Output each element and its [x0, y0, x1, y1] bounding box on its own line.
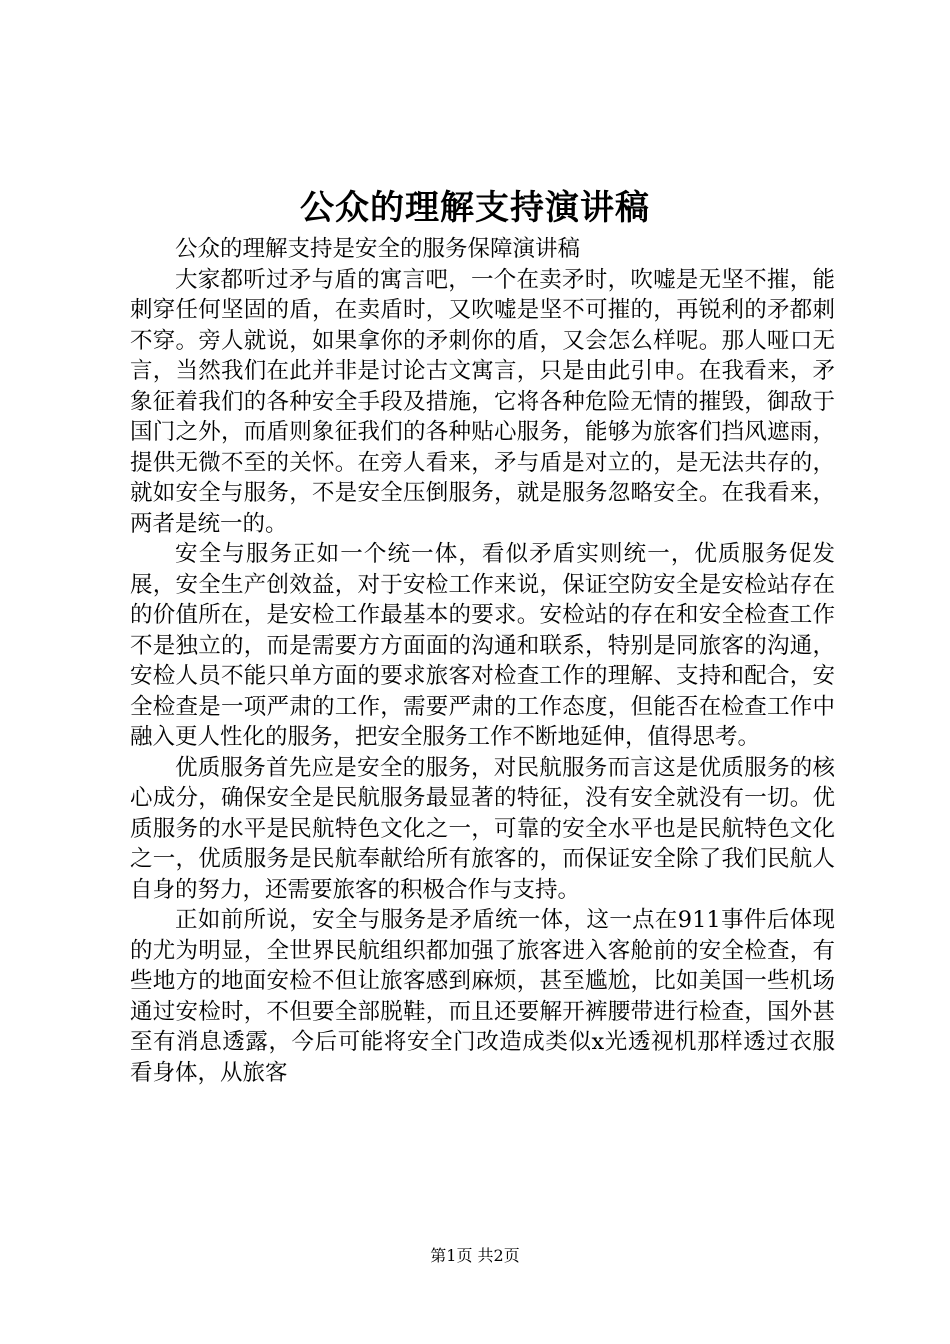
document-body	[130, 234, 835, 1088]
paragraph-subtitle: 公众的理解支持是安全的服务保障演讲稿	[175, 236, 581, 262]
page-footer: 第1页 共2页	[430, 1246, 520, 1265]
document-title: 公众的理解支持演讲稿	[300, 188, 650, 228]
paragraph: 优质服务首先应是安全的服务，对民航服务而言这是优质服务的核心成分，确保安全是民航服务最显著的特征，没有安全就没有一切。优质服务的水平是民航特色文化之一，可靠的安全水平也是民航特色文化之一，优质服务是民航奉献给所有旅客的，而保证安全除了我们民航人自身的努力，还需要旅客的积极合作与支持。	[130, 754, 835, 903]
paragraph: 大家都听过矛与盾的寓言吧，一个在卖矛时，吹嘘是无坚不摧，能刺穿任何坚固的盾，在卖盾时，又吹嘘是坚不可摧的，再锐利的矛都刺不穿。旁人就说，如果拿你的矛刺你的盾，又会怎么样呢。那人哑口无言，当然我们在此并非是讨论古文寓言，只是由此引申。在我看来，矛象征着我们的各种安全手段及措施，它将各种危险无情的摧毁，御敌于国门之外，而盾则象征我们的各种贴心服务，能够为旅客们挡风遮雨，提供无微不至的关怀。在旁人看来，矛与盾是对立的，是无法共存的，就如安全与服务，不是安全压倒服务，就是服务忽略安全。在我看来，两者是统一的。	[130, 266, 835, 537]
paragraph: 正如前所说，安全与服务是矛盾统一体，这一点在911事件后体现的尤为明显，全世界民航组织都加强了旅客进入客舱前的安全检查，有些地方的地面安检不但让旅客感到麻烦，甚至尴尬，比如美国一些机场通过安检时，不但要全部脱鞋，而且还要解开裤腰带进行检查，国外甚至有消息透露，今后可能将安全门改造成类似x光透视机那样透过衣服看身体，从旅客	[130, 907, 835, 1086]
paragraph: 安全与服务正如一个统一体，看似矛盾实则统一，优质服务促发展，安全生产创效益，对于安检工作来说，保证空防安全是安检站存在的价值所在，是安检工作最基本的要求。安检站的存在和安全检查工作不是独立的，而是需要方方面面的沟通和联系，特别是同旅客的沟通，安检人员不能只单方面的要求旅客对检查工作的理解、支持和配合，安全检查是一项严肃的工作，需要严肃的工作态度，但能否在检查工作中融入更人性化的服务，把安全服务工作不断地延伸，值得思考。	[130, 541, 835, 750]
